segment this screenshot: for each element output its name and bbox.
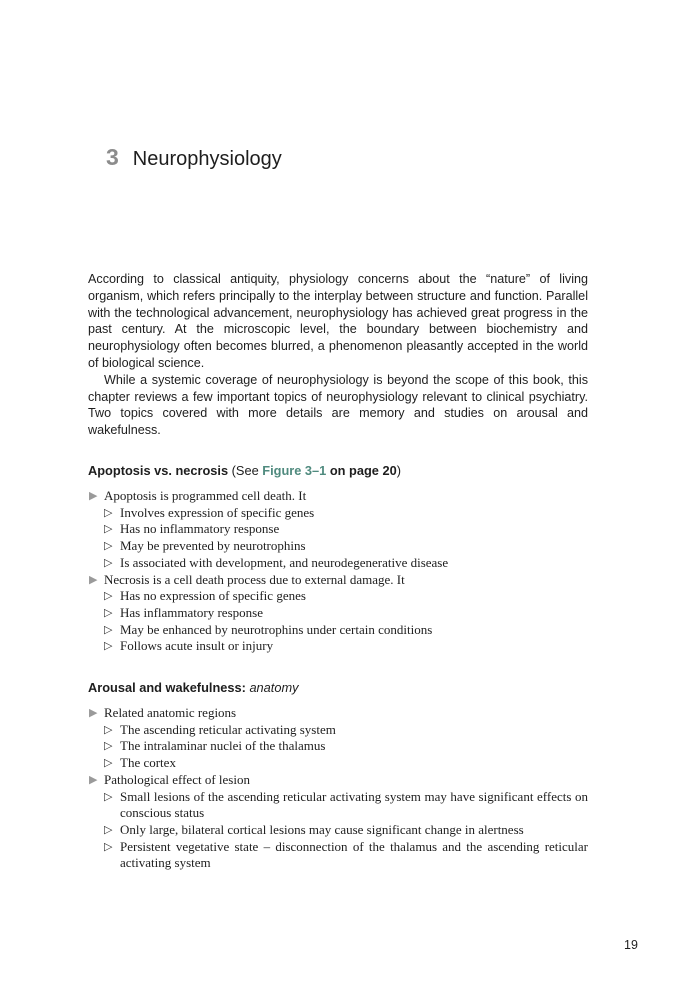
section-title: Arousal and wakefulness: (88, 680, 246, 695)
page-number: 19 (624, 938, 638, 952)
sub-list-item (104, 521, 588, 538)
sub-item-text: May be prevented by neurotrophins (120, 538, 306, 554)
section-title: Apoptosis vs. necrosis (88, 463, 229, 478)
sub-list (104, 789, 588, 873)
filled-triangle-icon: ▶ (89, 772, 98, 786)
outline-triangle-icon: ▷ (104, 522, 113, 536)
outline-triangle-icon: ▷ (104, 789, 113, 803)
outline-triangle-icon: ▷ (104, 622, 113, 636)
intro-paragraph: While a systemic coverage of neurophysiology is beyond the scope of this book, this chapter reviews a few important topics of neurophysiology relevant to clinical psychiatry. Two topics covered with more details are memory and studies on arousal and wakefulness. (88, 372, 588, 438)
sub-item-text: Persistent vegetative state – disconnection of the thalamus and the ascending reticular activating system (120, 838, 588, 871)
sub-item-text: Small lesions of the ascending reticular activating system may have significant effects on conscious status (120, 788, 588, 821)
sub-item-text: May be enhanced by neurotrophins under certain conditions (120, 621, 433, 637)
sub-list (104, 722, 588, 772)
section-heading-arousal (88, 680, 299, 696)
arousal-list (88, 705, 588, 872)
figure-link[interactable]: Figure 3–1 (262, 463, 327, 478)
outline-triangle-icon: ▷ (104, 756, 113, 770)
section-heading-apoptosis (88, 463, 401, 479)
sub-item-text: The cortex (120, 755, 176, 771)
sub-item-text: The intralaminar nuclei of the thalamus (120, 738, 326, 754)
sub-list-item (104, 755, 588, 772)
outline-triangle-icon: ▷ (104, 639, 113, 653)
sub-item-text: Involves expression of specific genes (120, 504, 315, 520)
outline-triangle-icon: ▷ (104, 839, 113, 853)
section-subtitle: anatomy (249, 680, 299, 695)
sub-list-item (104, 588, 588, 605)
chapter-number: 3 (106, 144, 119, 170)
sub-list-item (104, 622, 588, 639)
sub-list-item (104, 738, 588, 755)
outline-triangle-icon: ▷ (104, 722, 113, 736)
sub-list-item (104, 839, 588, 872)
section-ref-page: on page 20 (326, 463, 397, 478)
sub-item-text: Follows acute insult or injury (120, 638, 274, 654)
list-item (88, 488, 588, 572)
section-ref-close: ) (396, 463, 401, 478)
sub-list (104, 588, 588, 655)
sub-item-text: Has inflammatory response (120, 604, 263, 620)
sub-list-item (104, 505, 588, 522)
filled-triangle-icon: ▶ (89, 706, 98, 719)
sub-list-item (104, 822, 588, 839)
chapter-heading (106, 144, 282, 171)
sub-item-text: The ascending reticular activating system (120, 721, 336, 737)
sub-item-text: Has no inflammatory response (120, 521, 280, 537)
sub-list-item (104, 638, 588, 655)
intro-text (88, 271, 588, 439)
outline-triangle-icon: ▷ (104, 539, 113, 553)
sub-list-item (104, 555, 588, 572)
sub-item-text: Has no expression of specific genes (120, 588, 306, 604)
outline-triangle-icon: ▷ (104, 555, 113, 569)
section-ref-open: (See (231, 463, 263, 478)
list-item-text: Pathological effect of lesion (104, 771, 250, 787)
filled-triangle-icon: ▶ (89, 489, 98, 502)
list-item (88, 772, 588, 872)
outline-triangle-icon: ▷ (104, 589, 113, 603)
sub-list (104, 505, 588, 572)
apoptosis-list (88, 488, 588, 655)
sub-item-text: Only large, bilateral cortical lesions may cause significant change in alertness (120, 821, 524, 837)
outline-triangle-icon: ▷ (104, 605, 113, 619)
list-item-text: Apoptosis is programmed cell death. It (104, 488, 307, 503)
intro-paragraph: According to classical antiquity, physiology concerns about the “nature” of living organism, which refers principally to the interplay between structure and function. Parallel with the technological advancement, neurophysiology has achieved great progress in the past century. At the microscopic level, the boundary between biochemistry and neurophysiology often becomes blurred, a phenomenon pleasantly accepted in the world of biological science. (88, 272, 588, 370)
filled-triangle-icon: ▶ (89, 572, 98, 586)
list-item (88, 572, 588, 656)
chapter-title: Neurophysiology (132, 148, 282, 170)
outline-triangle-icon: ▷ (104, 822, 113, 836)
sub-list-item (104, 722, 588, 739)
sub-item-text: Is associated with development, and neurodegenerative disease (120, 554, 449, 570)
list-item-text: Necrosis is a cell death process due to external damage. It (104, 571, 405, 587)
sub-list-item (104, 538, 588, 555)
outline-triangle-icon: ▷ (104, 505, 113, 519)
outline-triangle-icon: ▷ (104, 739, 113, 753)
sub-list-item (104, 789, 588, 822)
list-item-text: Related anatomic regions (104, 705, 237, 720)
list-item (88, 705, 588, 772)
sub-list-item (104, 605, 588, 622)
